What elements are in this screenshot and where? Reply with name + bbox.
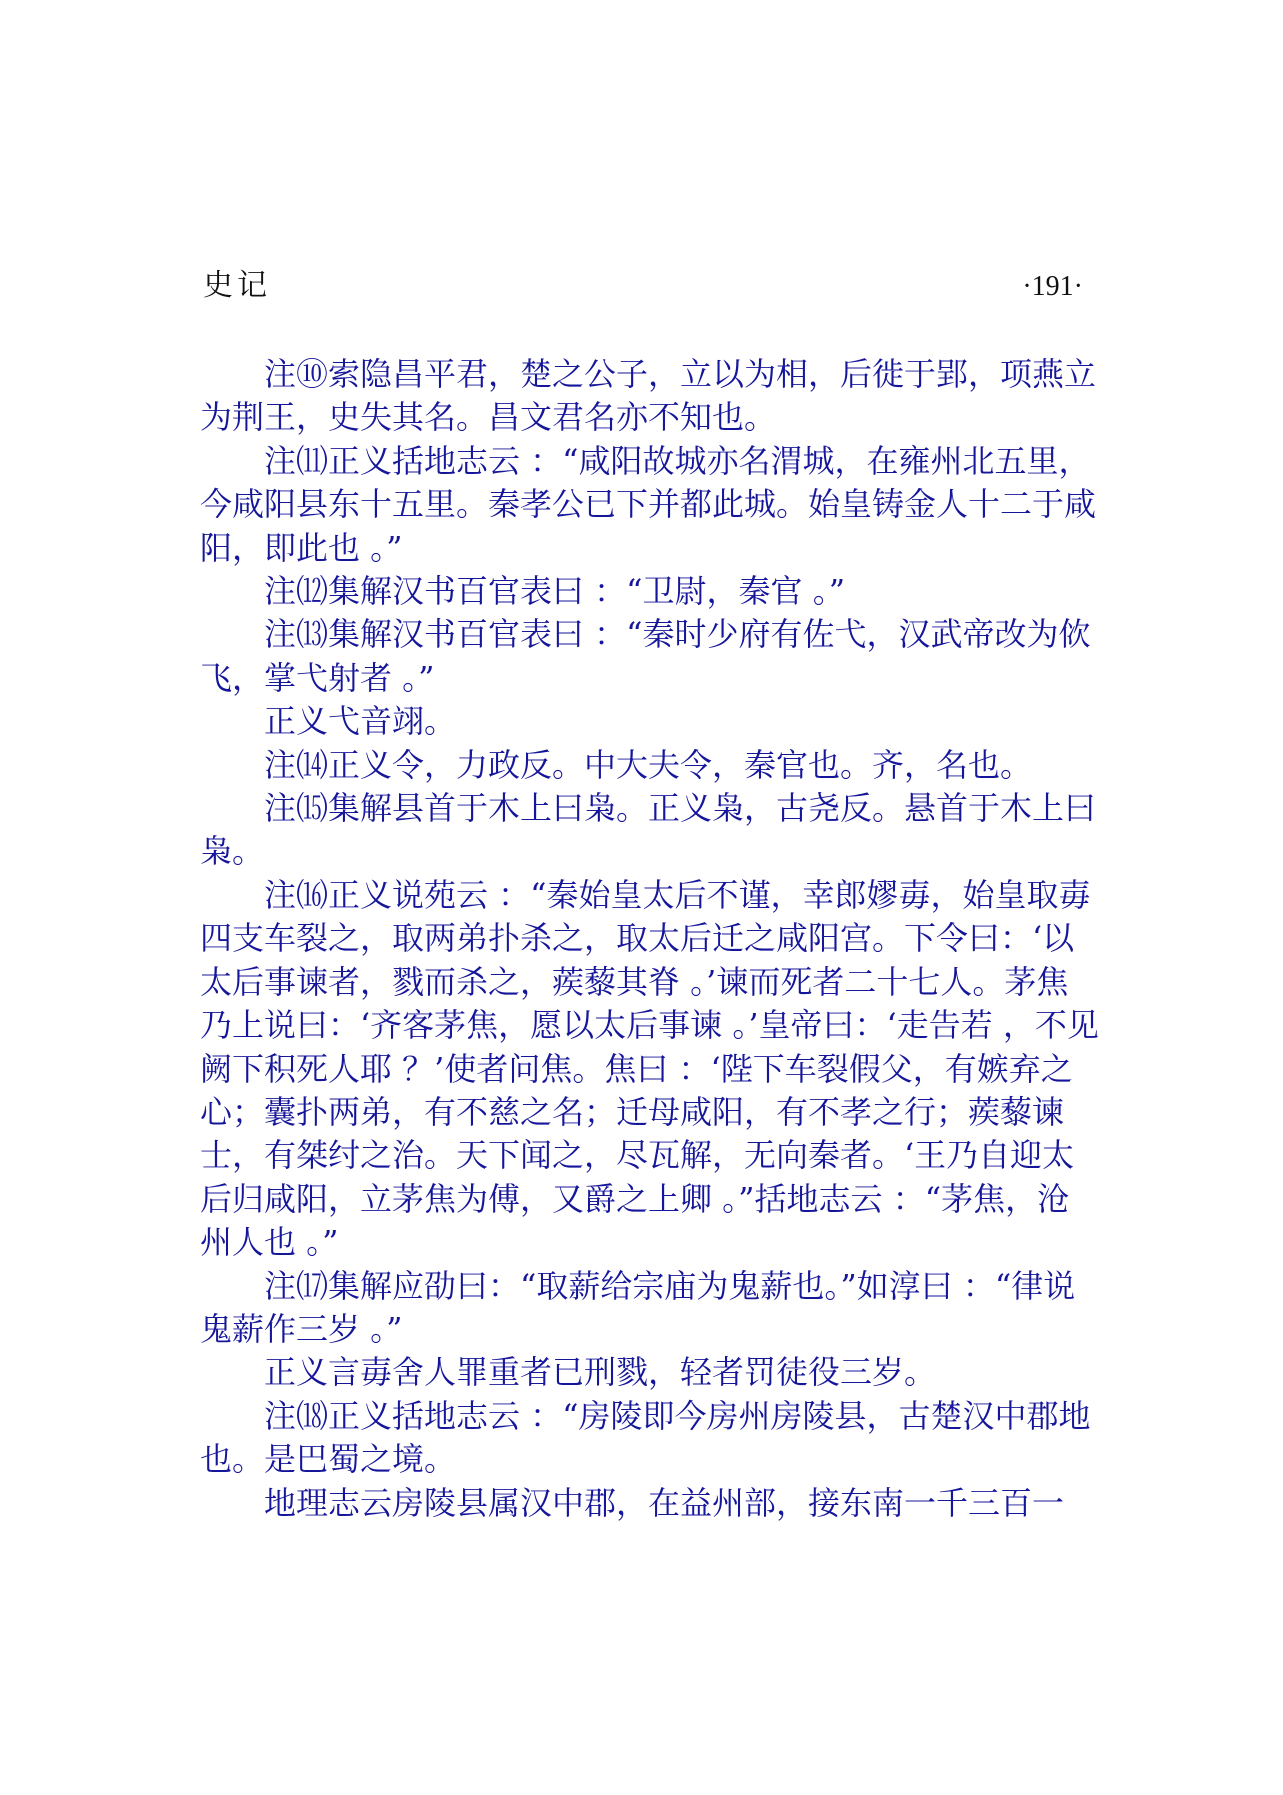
note-10-paragraph: 注⑩索隐昌平君，楚之公子，立以为相，后徙于郢，项燕立为荆王，史失其名。昌文君名亦不知也。: [200, 355, 1097, 437]
note-15-paragraph: 注⒂集解县首于木上曰枭。正义枭，古尧反。悬首于木上曰枭。: [200, 789, 1097, 871]
note-17-zhengyi-paragraph: 正义言毐舍人罪重者已刑戮，轻者罚徒役三岁。: [264, 1353, 937, 1392]
note-18-paragraph: 注⒅正义括地志云 ：“房陵即今房州房陵县，古楚汉中郡地也。是巴蜀之境。: [200, 1396, 1091, 1479]
note-13-paragraph: 注⒀集解汉书百官表曰 ：“秦时少府有佐弋，汉武帝改为佽飞，掌弋射者 。”: [200, 615, 1091, 697]
note-17-paragraph: 注⒄集解应劭曰：“取薪给宗庙为鬼薪也。”如淳曰 ：“律说鬼薪作三岁 。”: [200, 1266, 1076, 1348]
note-16-paragraph: 注⒃正义说苑云 ：“秦始皇太后不谨，幸郎嫪毐，始皇取毐四支车裂之，取两弟扑杀之，取太后迁之咸阳宫。下令曰：‘以太后事谏者，戮而杀之，蒺藜其脊 。’谏而死者二十七人。茅焦乃上说曰：‘齐客茅焦，愿以太后事谏 。’皇帝曰：‘走告若 ，不见阙下积死人耶 ？’使者问焦。焦曰 ：‘陛下车裂假父，有嫉弃之心；囊扑两弟，有不慈之名；迁母咸阳，有不孝之行；蒺藜谏士，有桀纣之治。天下闻之，尽瓦解，无向秦者。‘王乃自迎太后归咸阳，立茅焦为傅，又爵之上卿 。”括地志云 ：“茅焦，沧州人也 。”: [200, 875, 1099, 1262]
running-head-title: 史记: [203, 268, 271, 303]
note-18-dilizhi-paragraph: 地理志云房陵县属汉中郡，在益州部，接东南一千三百一: [264, 1483, 1065, 1522]
note-14-paragraph: 注⒁正义令，力政反。中大夫令，秦官也。齐，名也。: [264, 745, 1033, 784]
page-number: ·191·: [1022, 271, 1083, 302]
body-text: [200, 353, 1100, 1525]
note-12-paragraph: 注⑿集解汉书百官表曰 ：“卫尉，秦官 。”: [264, 572, 846, 611]
note-11-paragraph: 注⑾正义括地志云 ：“咸阳故城亦名渭城，在雍州北五里，今咸阳县东十五里。秦孝公已下并都此城。始皇铸金人十二于咸阳，即此也 。”: [200, 441, 1097, 567]
note-13-zhengyi-paragraph: 正义弋音翊。: [264, 702, 457, 741]
